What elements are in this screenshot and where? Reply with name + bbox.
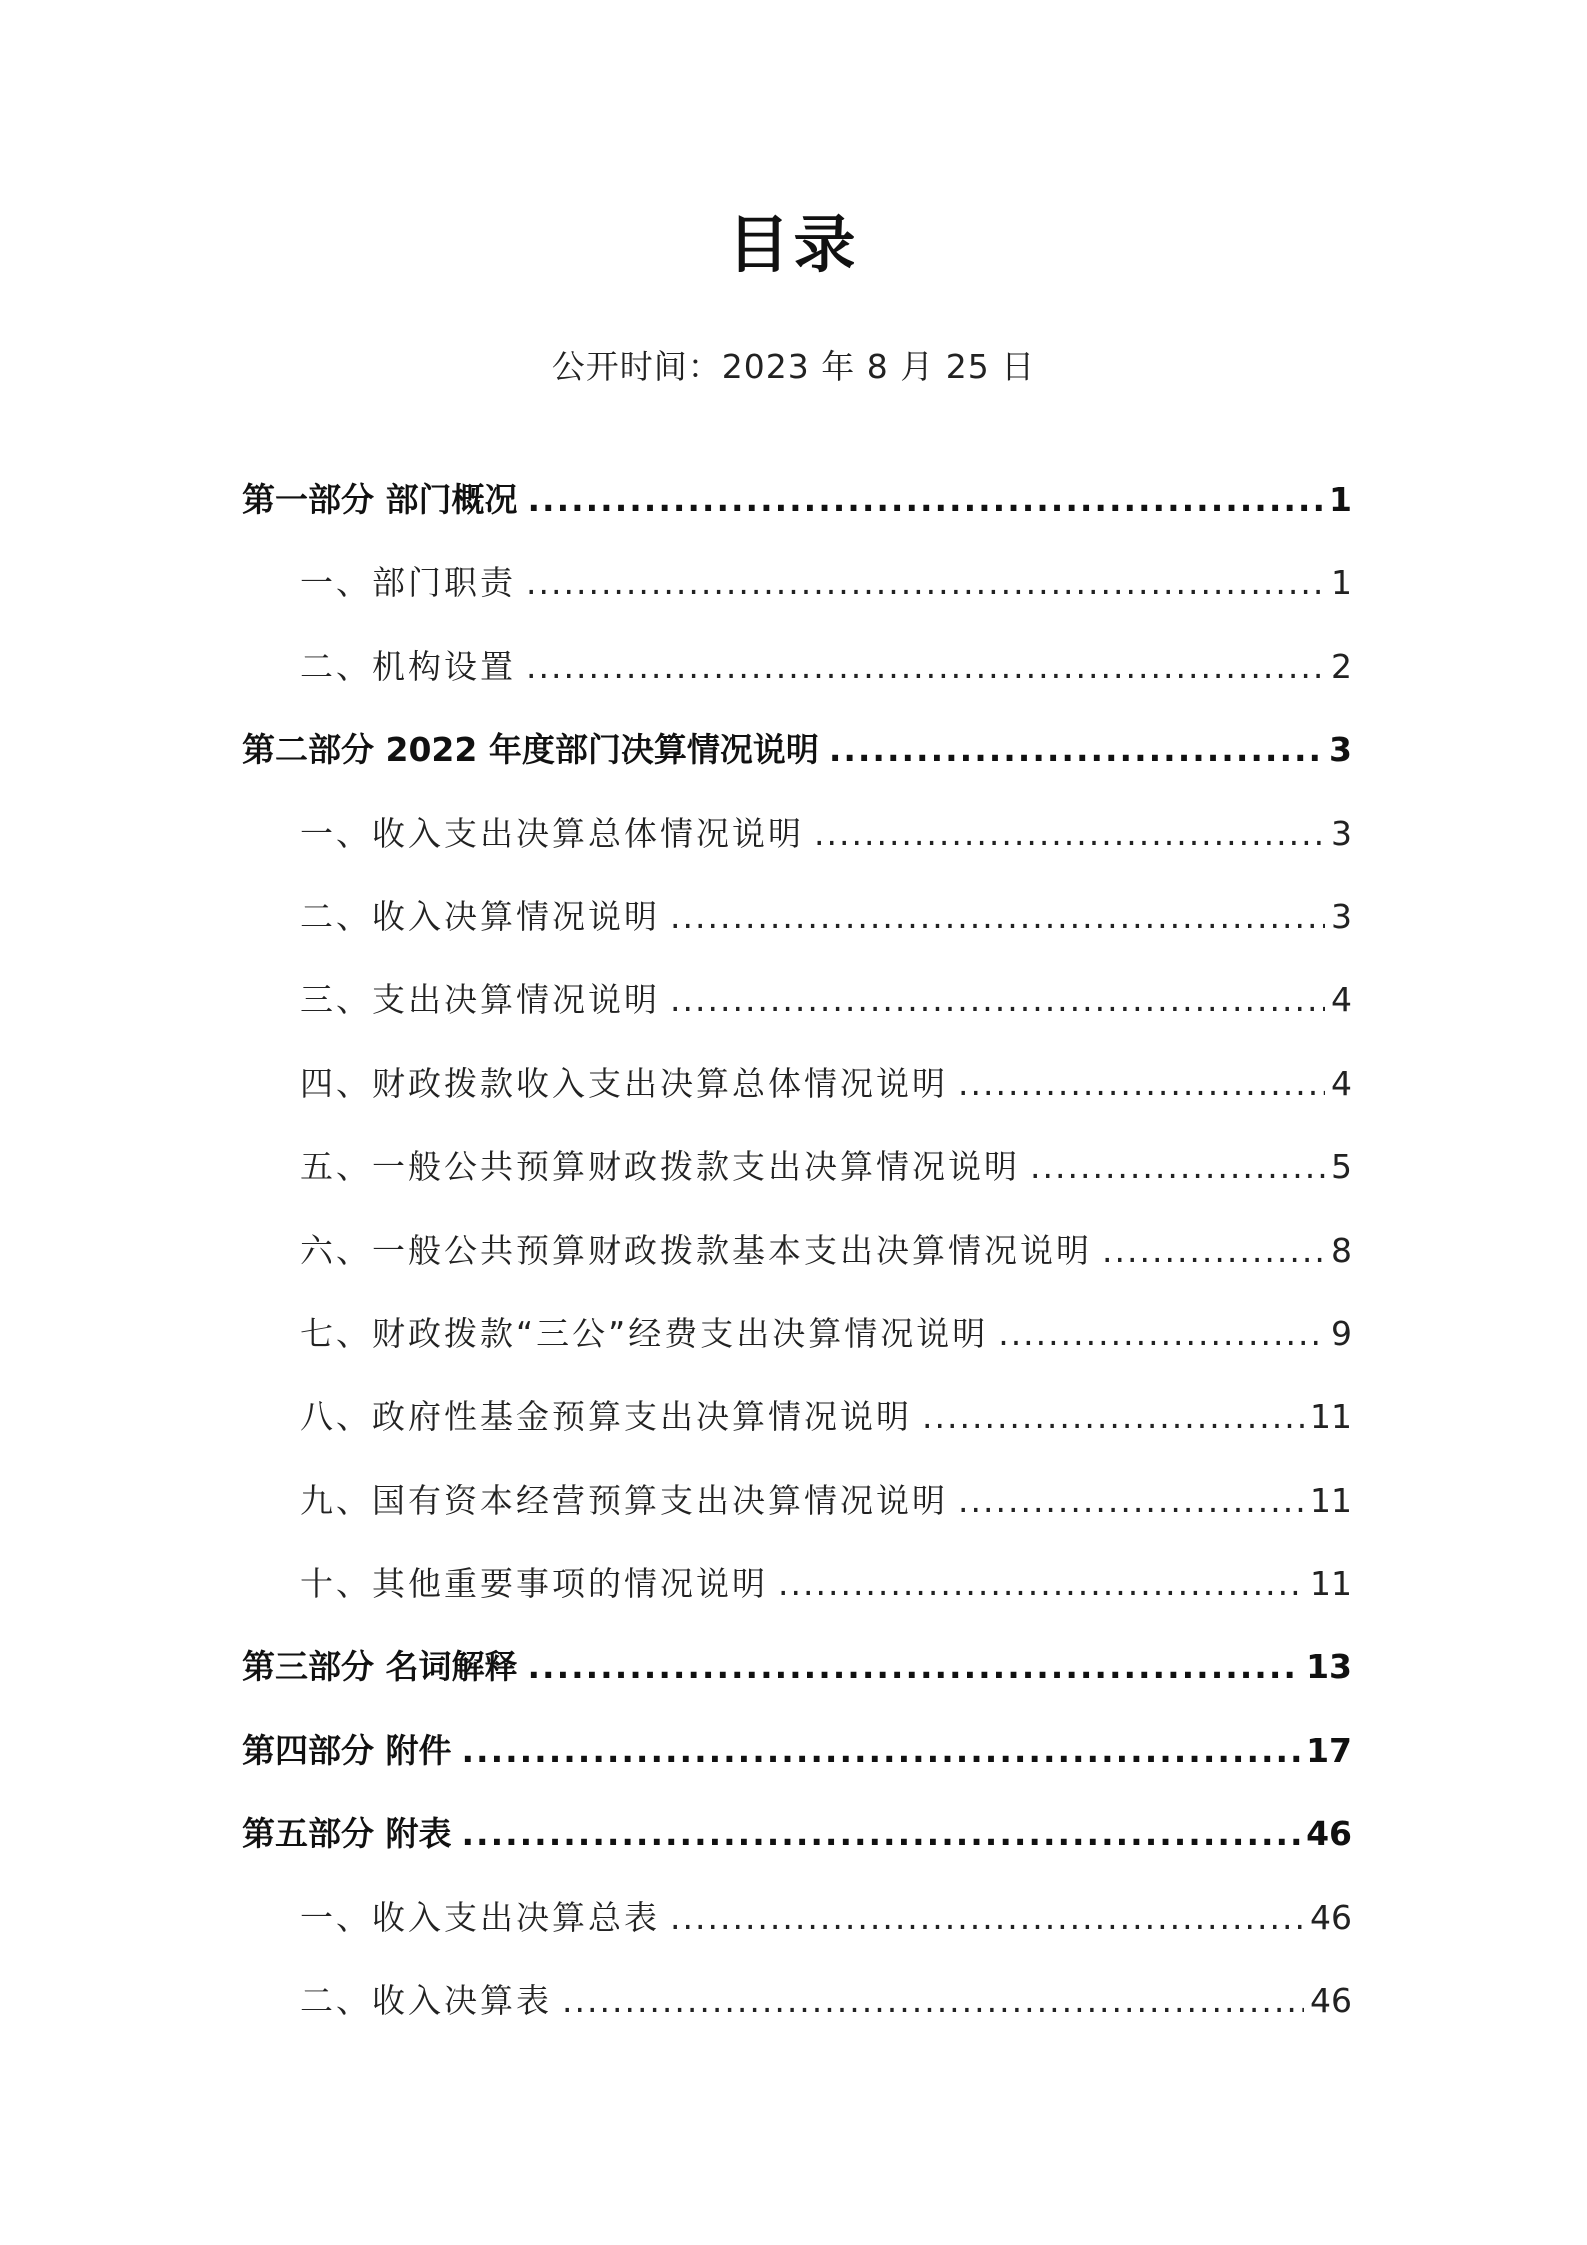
toc-entry[interactable] [242, 632, 1352, 715]
toc-entry-label: 第一部分 部门概况 [242, 480, 518, 519]
toc-entry[interactable] [242, 465, 1352, 548]
toc-entry-label: 三、支出决算情况说明 [300, 980, 660, 1020]
toc-dot-leader [562, 1966, 1304, 2036]
toc-dot-leader [528, 465, 1324, 535]
toc-dot-leader [528, 1632, 1301, 1702]
toc-dot-leader [778, 1549, 1304, 1619]
toc-page-number: 11 [1310, 1397, 1352, 1437]
toc-entry[interactable] [242, 882, 1352, 965]
toc-entry-label: 一、收入支出决算总表 [300, 1897, 660, 1937]
toc-page-number: 2 [1331, 646, 1352, 686]
toc-entry-label: 第二部分 2022 年度部门决算情况说明 [242, 730, 819, 770]
toc-page-number: 8 [1331, 1230, 1352, 1270]
toc-dot-leader [526, 548, 1325, 618]
toc-dot-leader [829, 715, 1323, 785]
toc-entry[interactable] [242, 1299, 1352, 1382]
toc-dot-leader [526, 632, 1325, 702]
toc-page-number: 5 [1331, 1147, 1352, 1187]
toc-entry-label: 第四部分 附件 [242, 1730, 452, 1770]
toc-entry-label: 十、其他重要事项的情况说明 [300, 1564, 768, 1604]
toc-dot-leader [1102, 1216, 1325, 1286]
toc-entry-label: 二、收入决算表 [300, 1981, 552, 2021]
toc-entry[interactable] [242, 965, 1352, 1048]
toc-page-number: 46 [1306, 1814, 1352, 1854]
toc-page-number: 3 [1331, 896, 1352, 936]
toc-dot-leader [814, 799, 1325, 869]
toc-page-number: 9 [1331, 1313, 1352, 1353]
page-title: 目录 [727, 208, 860, 281]
toc-entry[interactable] [242, 1049, 1352, 1132]
toc-page-number: 46 [1310, 1981, 1352, 2021]
toc-entry-label: 第三部分 名词解释 [242, 1647, 518, 1687]
toc-entry-label: 一、收入支出决算总体情况说明 [300, 813, 804, 853]
toc-dot-leader [958, 1466, 1304, 1536]
toc-entry[interactable] [242, 1382, 1352, 1465]
toc-entry[interactable] [242, 1799, 1352, 1882]
toc-entry[interactable] [242, 1883, 1352, 1966]
toc-entry-label: 四、财政拨款收入支出决算总体情况说明 [300, 1063, 948, 1103]
toc-entry-label: 一、部门职责 [300, 563, 516, 603]
toc-entry-label: 五、一般公共预算财政拨款支出决算情况说明 [300, 1147, 1020, 1187]
toc-dot-leader [998, 1299, 1325, 1369]
publish-date: 公开时间：2023 年 8 月 25 日 [551, 347, 1036, 386]
toc-page-number: 1 [1329, 480, 1352, 519]
toc-page-number: 1 [1331, 563, 1352, 603]
toc-page-number: 46 [1310, 1897, 1352, 1937]
toc-entry-label: 九、国有资本经营预算支出决算情况说明 [300, 1480, 948, 1520]
toc-page-number: 13 [1306, 1647, 1352, 1687]
toc-entry[interactable] [242, 715, 1352, 798]
toc-entry[interactable] [242, 1966, 1352, 2049]
toc-entry[interactable] [242, 548, 1352, 631]
toc-dot-leader [958, 1049, 1325, 1119]
toc-entry[interactable] [242, 1466, 1352, 1549]
toc-entry[interactable] [242, 1216, 1352, 1299]
toc-dot-leader [462, 1716, 1301, 1786]
toc-entry-label: 八、政府性基金预算支出决算情况说明 [300, 1397, 912, 1437]
toc-entry[interactable] [242, 1716, 1352, 1799]
toc-entry[interactable] [242, 1132, 1352, 1215]
toc-entry-label: 第五部分 附表 [242, 1814, 452, 1854]
toc-page-number: 3 [1331, 813, 1352, 853]
toc-entry-label: 六、一般公共预算财政拨款基本支出决算情况说明 [300, 1230, 1092, 1270]
toc-entry[interactable] [242, 799, 1352, 882]
toc-page-number: 11 [1310, 1480, 1352, 1520]
toc-dot-leader [670, 882, 1325, 952]
toc-entry[interactable] [242, 1632, 1352, 1715]
toc-entry-label: 二、机构设置 [300, 646, 516, 686]
toc-page-number: 3 [1329, 730, 1352, 770]
toc-page-number: 17 [1306, 1730, 1352, 1770]
toc-page-number: 11 [1310, 1564, 1352, 1604]
toc-entry[interactable] [242, 1549, 1352, 1632]
toc-page-number: 4 [1331, 1063, 1352, 1103]
toc-dot-leader [670, 965, 1325, 1035]
toc-dot-leader [462, 1799, 1301, 1869]
toc-dot-leader [1030, 1132, 1325, 1202]
toc-entry-label: 七、财政拨款“三公”经费支出决算情况说明 [300, 1313, 989, 1353]
toc-dot-leader [922, 1382, 1304, 1452]
toc-dot-leader [670, 1883, 1304, 1953]
toc-entry-label: 二、收入决算情况说明 [300, 896, 660, 936]
table-of-contents [242, 465, 1352, 2049]
toc-page-number: 4 [1331, 980, 1352, 1020]
